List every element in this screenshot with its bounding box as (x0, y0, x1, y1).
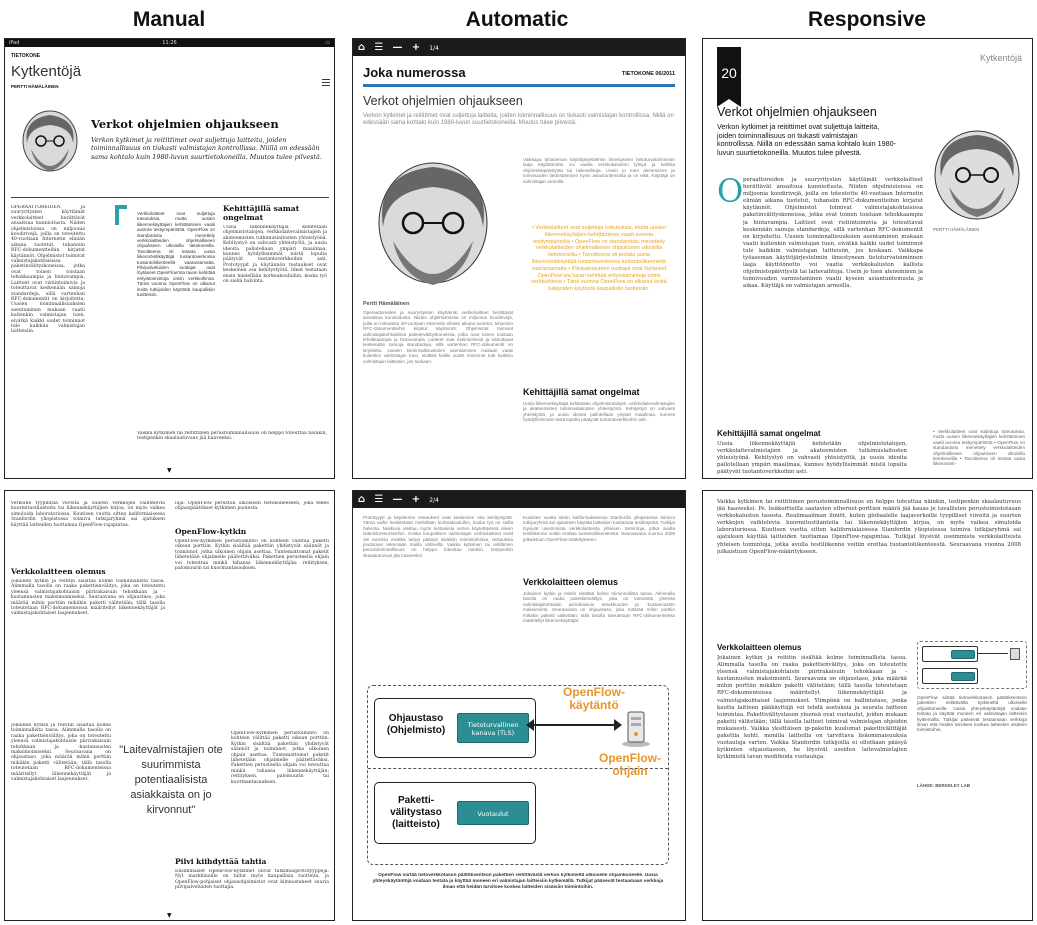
forwarding-layer-box (374, 782, 536, 844)
page-indicator: 2/4 (429, 497, 439, 504)
home-icon[interactable]: ⌂ (358, 42, 366, 53)
body-column-1c: Jokainen kytkin ja reititin sisältää kolme toiminnallista tasoa. Alimmalla tasolla on raaka pakettienvälitys, joka on toteutettu yleensä valmistajakohtaisin piirirakaisuin tehokkaan ja -kustannusten maksimoimiseksi. Seuraavana on ohjaustaso, joka määrää mihin porttiin mikäkin paketti välitetään; tällä tasolla toteutetaan RFC-dokumenteissa määritellyt liikennekäyttäjät ja valmistajakohtaiset laajennukset. (11, 723, 111, 783)
controller-label: OpenFlow-ohjain (599, 751, 661, 778)
section-heading: Joka numerossa (363, 65, 466, 80)
subhead: Kehittäjillä samat ongelmat (523, 387, 640, 397)
home-icon[interactable]: ⌂ (358, 494, 366, 505)
page-number: 20 (721, 65, 737, 81)
list-icon[interactable]: ☰ (374, 42, 384, 53)
responsive-page-2 (702, 490, 1033, 921)
body-column-1: Prototyypit ja käytännön testaukset ovat keskeinen osa kehitystyötä. Tämä vaihe keskitetään mielellään korkeakouluihin, koska työ on siellä halvinta. Nukkuva uleittuu myös testauksia varten käytettävissä olevin laitteistoresursseihin. Koska kaupallisen valmistajan verkkolaitteet eivät ole avoimia eivätkä tarjoa pääsyä sisäisiin toimintoihinsa, testauksia joudutaan tekemään muilla välineillä. Vaikka kytkimen tai reitittimen perustoiminnallisuus on helppo toteuttaa näinkin, testipenkin skaalautuvuus jää haaveeksi. (363, 515, 513, 558)
issue-label: TIETOKONE 06/2011 (621, 71, 675, 77)
reader-toolbar (353, 491, 685, 508)
manual-page-1 (4, 38, 335, 479)
body-column-1: OPERAATTOREIDEN ja suuryritysten käyttämät verkkolaitteet herättävät ansaitsua kunnioitusta. Niiden ohjelmistoissa on miljoonia koodirivejä, joilla on toteutettu 40-vuotiaan Internetin eliniän aikana tuotetut, tuhanniin RFC-dokumentteihin kirjatut käytännöt. Ohjelmistot toimivat valmistajakohtaisissa paketinvälityskoneissa, jotka ovat toinen toistaan tehokkaampia ja hintavampia. Laitteet ovat ristiintoimivia ja toteuttavat keskenään samoja standardeja, sillä vartenhan RFC-dokumentit on kirjoitettu. Uusien toiminnallisuuksien asentaminen mukaan vaatii kuitenkin valmistajan tuen, eivätkä kaikki uudet toiminnot tule kaikkiin valmistajan laitteisiin. (11, 205, 85, 335)
pull-quote-bullets: • Verkkolaitteet ovat suljettuja toteutuksia, mutta uusien liikennekäyttäjien kehittäminen vaatii avointa testiympäristöä • OpenFlow on standardoitu menettely verkkolaitteiden ohjelmalliseen ohjaukseen ulkoisilla tietokoneilla • Tavoitteena oli testata uusia liikennöintikäyttäjä tuotantoverkossa tuotantoliikennettä vaarantamatta • Pilvipalveluiden tuottajat ovat löytäneet OpenFlow'sta tavan kehittää erityistoimintoja omiin verkkoihinsa • Tänä vuonna OpenFlow on alkanut levitä tutkijoiden käytöstä kaupallisiin tuotteisiin. (531, 225, 667, 293)
diagram-caption: OpenFlow siirtää tietoverkkotason päätöksenteon pakettien reitittävästä verkon kytkimeltä ulkoiselle ohjainkoneelle. Uusia yhteyskäytäntöjä voidaan testata ja käyttää moneen eri valmistajan laitteisiin kytkemällä. Tutkijat pääsevät testaamaan verkkoja ilman että heidän tarvitsee koskea laitteiden sisäisiin toimintoihin. (372, 873, 664, 890)
arrow-head-left (526, 719, 534, 731)
body-intro: Vaikkapa työaseman käyttöjärjestelmin ilmestyneen tietoturvatoiminnan laaja käyttöönotto voi vaatia verkkokaluston lyhtyä ja kallista ohjelmistopäivitystä tai laitevaihtoja. Usein jo tuen aleneminen ja toimivuuden tiedostaminen hyvin asiantuntemusta ja on eikä. Käyttäjä on valmistajan armoilla. (523, 157, 675, 184)
subhead: Verkkolaitteen olemus (717, 643, 802, 652)
body-column-2c: Ensimmäiset OpenFlow-kytkimet olivat tutkimusprototyyppejä. Nyt markkinoille on tullut myös kaupallisia tuotteita, ja OpenFlow-pohjaiset ohjausohjelmistot ovat kiinnostaneet suuria pilvipalveluiden tuottajia. (175, 869, 329, 891)
channel-arrow (530, 724, 618, 726)
author-portrait (369, 157, 497, 297)
openflow-protocol-label: OpenFlow-käytäntö (563, 685, 625, 712)
section-rule (363, 84, 675, 87)
mini-server-icon (1010, 648, 1020, 660)
next-page-arrow-icon[interactable]: ▼ (167, 467, 172, 474)
mini-forwarding-box (922, 668, 978, 684)
control-layer-label: Ohjaustaso (Ohjelmisto) (386, 713, 446, 736)
article-title: Verkot ohjelmien ohjaukseen (363, 94, 523, 108)
body-column-2: Uusia liikennekäyttäjiä kehitetään ohjelmistotalojen, verkkolaitevalmistajien ja akateemisten tutkimuslaitosten yhteistyönä. Kehitystyö on vahvasti yhteistyötä, ja uusia ideoita pallotellaan ympäri maailmaa, kunnes hyödyllisimmät niistä lopulta päätyvät tuotantoverkkoihin asti. (717, 441, 907, 476)
mini-openflow-diagram (917, 641, 1027, 689)
article-title: Verkot ohjelmien ohjaukseen (91, 117, 279, 131)
column-heading-responsive: Responsive (808, 8, 926, 31)
body-column-top: Vaikka kytkimen tai reitittimen perustoiminnallisuus on helppo toteuttaa näinkin, testipenkin skaalautuvuus jää haaveeksi. Ps. lisäkortteilla saatavien ethernet-porttien määrä jää kauas je tavallisten perustoimistotasan verkkokaluston tasosta. Realimaailman ilmiöt, kuten globaalelle laajaverkoille tyypilliset viiveitä ja suurten verkkojen vaihtelevia kuormitustilanteita tai liikennekäyttäjien kirjoa, on myös vaikea simuloida laboratoriossa. Kuutisen vuotta sitten kalifornialaisessa Stanfordin yliopistossa toimiva tutkijaryhmä sai ajatuksen käyttää laitteiden tuottamaa OpenFlow-rajapintaa. Tutkijat löysivät useimmista verkkolaitteista yhteisen toimintoja, jotka avulla testiliikenne voitiin erottaa tuotantoliikenteestä. Seuraavana vuonna 2008 julkaistuun OpenFlow-määritykseen. (717, 499, 1021, 555)
zoom-in-icon[interactable]: + (411, 494, 421, 505)
pull-quote: "Laitevalmistajien ote suurimmista potentiaalisista asiakkaista on jo kirvonnut" (119, 744, 223, 816)
body-column-1: peraattoreiden ja suuryritysten käyttämät verkkolaitteet herättävät ansaitsua kunnioitusta. Niiden ohjelmistoissa on miljoonia koodirivejä, joilla on toteutettu 40-vuotiaan Internetin eliniän aikana tuotetut, tuhansiin RFC-dokumentteihin kirjatut käytännöt. Ohjelmistot toimivat valmistajakohtaisissa paketinvälityskoneissa, jotka ovat toinen toistaan tehokkaampia ja hintavampia. Laitteet ovat ristiintoimivia ja toteuttavat keskenään samoja standardeja, sillä vartenhan RFC-dokumentit on kirjoitettu. Uusien toiminnallisuuksien asentaminen mukaan vaatii kuitenkin valmistajan tuen, eivätkä kaikki uudet toiminnot tule kaikkiin valmistajan laitteisiin, jos koskaan. Vaikkapa työaseman käyttöjärjestelmiin ilmestyneen tietoturvatoiminnon laaja käyttöönotto voi vaatia verkkokaluston kallista ohjelmistopäivitystä tai laitevaihtoja. Usein jo tuen aleneminen ja toimivuuden varmistaminen vaatii kyseen asiantuntemusta ja aikaa. Käyttäjä on valmistajan armoilla. (743, 177, 923, 290)
status-time: 11:26 (162, 40, 177, 46)
article-lead: Verkon kytkimet ja reitittimet ovat suljettuja laitteita, joiden toiminnallisuus on tiukasti valmistajan kontrollissa. Niillä on edessään sama kohtalo kuin 1980-luvun suurtietokoneilla. Muutos tulee pilvestä. (363, 113, 674, 127)
photo-caption: PERTTI HÄMÄLÄINEN (933, 227, 980, 232)
subhead-pilvi: Pilvi kiihdyttää tahtia (175, 857, 267, 866)
mini-flow-table-box (951, 672, 975, 681)
manual-page-2 (4, 490, 335, 921)
status-device: iPad (9, 40, 20, 46)
ipad-status-bar (5, 39, 334, 47)
forwarding-layer-label: Paketti-välitystaso (laitteisto) (390, 795, 442, 830)
control-layer-box (374, 698, 536, 758)
pullbox-bracket (115, 205, 127, 225)
diagram-caption: OpenFlow siirtää tietoverkkotason päätöksenteon pakettien reitittävältä kytkimeltä ulkoiselle ohjainkoneelle. Uusia yhteyskäytäntöjä voidaan testata ja käyttää moneen eri valmistajan laitteisiin kytkemällä. Tutkijat pääsevät testaamaan verkkoja ilman että heidän tarvitsee koskea laitteiden sisäisiin toimintoihin. (917, 695, 1027, 733)
zoom-in-icon[interactable]: + (411, 42, 421, 53)
subhead-verkkolaitteen: Verkkolaitteen olemus (11, 567, 106, 576)
next-page-arrow-icon[interactable]: ▼ (167, 912, 172, 919)
mini-arrow (978, 653, 1008, 654)
body-column-2a: luja. OpenFlow perustuu ulkoiseen tietokoneeseen, joka tekee ohjauspäätökset kytkimen puolesta. (175, 501, 329, 512)
subhead-openflow-kytkin: OpenFlow-kytkin (175, 527, 247, 536)
subhead: Verkkolaitteen olemus (523, 577, 619, 587)
body-column-main: Jokainen kytkin ja reititin sisältää kolme toiminnallista tasoa. Alimmalla tasolla on raaka pakettienvälitys, joka on toteutettu yleensä valmistajakohtaisin piirirakaisuin tehokkaan ja -kustannusten maksimointi. Seuraavana on ohjaustaso, joka määrää mihin porttiin mikäkin paketti välitetään; tällä tasolla toteutetaan RFC-dokumenteissa määritellyt liikennekäyttäjät ja valmistajakohtaiset laajennukset. Ylimpänä on hallintataso, jonka kautta laitteen pääkäyttäjä voi tehdä asetuksia ja seurata laitteen toimintaa. Pakettivälitystason yleensä ovat vuotaulut, joiden mukaan paketti välitetään; tällä tasolla laitteet toimivat valmistajan ohjeiden mukaisesti. Vaikka yksittäisen ip-paketin kuulumat pakettivälittäjät pakettia kohti, monilla laitteilla on tarvittava lisäominaisuuksia vuotauluja varten. Vaikka Stanfordin tutkijoilla ei ollutkaan pääsyä kytkinten ohjaustasoon, he löysivät useiden laitevalmistajien kytkimistä tavan modifioida vuotauluja. (717, 655, 907, 761)
category-label: Kytkentöjä (979, 53, 1022, 63)
section-label: TIETOKONE (11, 53, 41, 59)
reader-toolbar (353, 39, 685, 56)
body-column-2b: OpenFlow-kytkimen perustoiminto on kohteen välittää paketti oikean porttiin. Kytkin sisältää pakettiin yhdistyvät säännöt ja toiminnot, jotka ulkoinen ohjain asettaa. Tuntemattomat paketit lähetetään ohjaimelle päätettäväksi. Pakettien perusteella ohjain voi toteuttaa minkä tahansa liikennekäyttäjän: reitityksen, palomuurin tai kuormantasauksen. (175, 539, 329, 572)
body-bottom: Vaikka kytkimen tai reitittimen perustoiminnallisuus on helppo toteuttaa näinkin, testipenkin skaalautuvuus jää haaveeksi. (137, 431, 327, 442)
article-title: Verkot ohjelmien ohjaukseen (717, 105, 877, 119)
body-column-2b: Jokainen kytkin ja reititin sisältää kolme toiminnallista tasoa. Alimmalla tasolla on raaka pakettienvälitys, joka on toteutettu yleensä valmistajakohtaisin piirirakaisuin tehokkuuden ja -kustannusten maksimointi. Seuraavana on ohjaustaso, joka määrää mihin porttiin mikäkin paketti välitetään; tällä tasolla toteutetaan RFC-dokumenteissa määritellyt liikennekäyttäjät. (523, 591, 675, 624)
automatic-page-1 (352, 38, 686, 479)
body-column-2: Uusia liikennekäyttäjiä kehitetään ohjelmistotalojen, verkkolaitevalmistajien ja akateemisten tutkimuslaitosten yhteistyönä. Kehitystyö on vahvasti yhteistyötä, ja uusia ideoita pallotellaan ympäri maailmaa, kunnes hyödyllisimmät niistä lopulta päätyvät tuotantoverkkoihin asti. (523, 401, 675, 423)
divider (11, 197, 329, 198)
page-indicator: 1/4 (429, 45, 439, 52)
mini-secure-channel-box (951, 650, 975, 659)
mini-control-box (922, 646, 978, 662)
sidebar-bullets: • Verkkolaitteet ovat suljettuja toteutuksia, mutta uusien liikennekäyttäjien kehittäminen vaatii avointa testiympäristöä • OpenFlow on standardoitu menettely verkkolaitteiden ohjelmalliseen ohjaukseen ulkoisilla tietokoneilla • Tavoitteena oli testata uusia liikennöinti- (933, 429, 1025, 467)
list-icon[interactable]: ☰ (374, 494, 384, 505)
page-number-tab (717, 47, 741, 99)
body-column-2a: Kuutisen vuotta sitten kalifornialaisessa Stanfordin yliopistossa toimiva tutkijaryhmä sai ajatuksen käyttää laitteiden tuottamaa testikäyttöä. Tutkijat löysivät useimmista verkkolaitteista yhteisen toimintoja, jotka avulla testiliikenne voitiin erottaa tuotantoliikenteestä. Seuraavana vuonna 2008 julkaistuun OpenFlow-määritykseen. (523, 515, 675, 542)
zoom-out-icon[interactable]: — (392, 494, 403, 505)
zoom-out-icon[interactable]: — (392, 42, 403, 53)
article-lead: Verkon kytkimet ja reitittimet ovat suljettuja laitteita, joiden toiminnallisuus on tiukasti valmistajan kontrollissa. Niillä on edessään sama kohtalo kuin 1980-luvun suurtietokoneilla. Muutos tulee pilvestä. (717, 122, 896, 157)
source-credit: LÄHDE: BERKELEY LAB (917, 783, 971, 788)
openflow-diagram (367, 685, 669, 865)
body-column-1a: verkoille tyypillisiä viiveitä ja suuren verkkojen vaihtelevia kuormitustilanteita tai liikennekäyttäjien kirjoa, on myös vaikea simuloida laboratoriossa. Kuutisen vuotta sitten kaliforniaisessa Stanfordin yliopistossa toimiva tutkijaryhmä sai ajatuksen käyttää laitteiden tuottamaa OpenFlow-rajapintaa. (11, 501, 165, 528)
bullet-box: Verkkolaitteet ovat suljettuja toteutuksia, mutta uusien liikennekäyttäjien kehittäminen vaatii avointa testiympäristöä. OpenFlow on standardoitu menettely verkkolaitteiden ohjelmalliseen ohjaukseen ulkoisilla tietokoneilla. Tavoitteena oli testata uusia liikennöintikäyttäjä tuotantoverkossa tuotantoliikenteellä vaarantamatta. Pilvipalveluiden tuottajat ovat löytäneet OpenFlow'sta tavan kehittää erityistoimintoja omiin verkkoihinsa. Tämä vuonna OpenFlow on alkanut levitä tutkijoiden käytöstä kaupallisiin tuotteisiin. (137, 211, 215, 298)
flow-table-box: Vuotaulut (457, 801, 529, 825)
drop-cap: O (717, 172, 744, 210)
responsive-page-1 (702, 38, 1033, 479)
column-heading-manual: Manual (132, 8, 206, 31)
body-column-3: Uusia liikennekäyttäjiä kehitetään ohjelmistotalojen, verkkolaitevalmistajien ja akateemisten tutkimuslaitosten yhteistyönä. Kehitystyö on vahvasti yhteistyötä, ja uusia ideoita pallotellaan ympäri maailmaa, kunnes hyödyllisimmät niistä lopulta päätyvät tuotantoverkkoihin asti. Prototyypit ja käytännön testaukset ovat keskeinen osa kehitystyötä. Ideat testataan ensin mielellään korkeakouluihin, koska työ on siellä halvinta. (223, 225, 327, 285)
author-portrait (931, 127, 1023, 223)
subhead: Kehittäjillä samat ongelmat (717, 429, 821, 438)
author-portrait (19, 109, 81, 181)
category-heading: Kytkentöjä (11, 63, 82, 80)
battery-icon: ▭ (325, 40, 330, 46)
menu-icon[interactable] (322, 79, 330, 86)
author-line: PERTTI HÄMÄLÄINEN (11, 84, 59, 89)
server-icon (620, 708, 652, 748)
column-heading-automatic: Automatic (465, 8, 569, 31)
subhead: Kehittäjillä samat ongelmat (223, 204, 300, 222)
secure-channel-box: Tietoturvallinen kanava (TLS) (457, 713, 529, 743)
article-lead: Verkon kytkimet ja reitittimet ovat suljettuja laitteita, joiden toiminnallisuus on tiukasti valmistajan kontrollissa. Niillä on edessään sama kohtalo kuin 1980-luvun suurtietokoneilla. Muutos tulee pilvestä. (91, 136, 322, 161)
body-column-2b-cont: OpenFlow-kytkimen perustoiminto on kohteen välittää paketti oikean porttiin. Kytkin sisältää pakettiin yhdistyvät säännöt ja toiminnot, jotka ulkoinen ohjain asettaa. Tuntemattomat paketit lähetetään ohjaimelle päätettäväksi. Pakettien perusteella ohjain voi toteuttaa minkä tahansa liikennekäyttäjän: reitityksen, palomuurin tai kuormantasauksen. (231, 731, 329, 785)
automatic-page-2 (352, 490, 686, 921)
author-name: Pertti Hämäläinen (363, 301, 410, 307)
body-column-1: Operaattoreiden ja suuryritysten käyttämät verkkolaitteet herättävät ansaitsua kunnioitusta. Niiden ohjelmistoissa on miljoonia koodirivejä, joilla on toteutettu 40-vuotiaan Internetin eliniän aikana tuotetut, tuhansiin RFC-dokumentteihin kirjatut käytännöt. Ohjelmistot toimivat valmistajakohtaisissa paketinvälityskoneissa, jotka ovat toinen toistaan tehokkaampia ja hintavampia. Laitteet ovat ristiintoimivia ja toteuttavat keskenään samoja standardeja, sillä vartenhan RFC-dokumentit on kirjoitettu. Uusien toiminnallisuuksien asentaminen mukaan vaatii kuitenkin valmistajan tuen, eivätkä kaikki uudet toiminnot tule kaikkiin valmistajan laitteisiin, jos tuokaan. (363, 310, 513, 364)
body-column-1b: Jokainen kytkin ja reititin sisältää kolme toiminnallista tasoa. Alimmalla tasolla on raaka pakettienvälitys, joka on toteutettu yleensä valmistajakohtaisin piirirakaisuin tehokkaan ja -kustannusten maksimoimiseksi. Seuraavana on ohjaustaso, joka määrää mihin porttiin mikäkin paketti välitetään; tällä tasolla toteutetaan RFC-dokumenteissa määritellyt liikennekäyttäjät ja valmistajakohtaiset laajennukset. (11, 579, 165, 617)
